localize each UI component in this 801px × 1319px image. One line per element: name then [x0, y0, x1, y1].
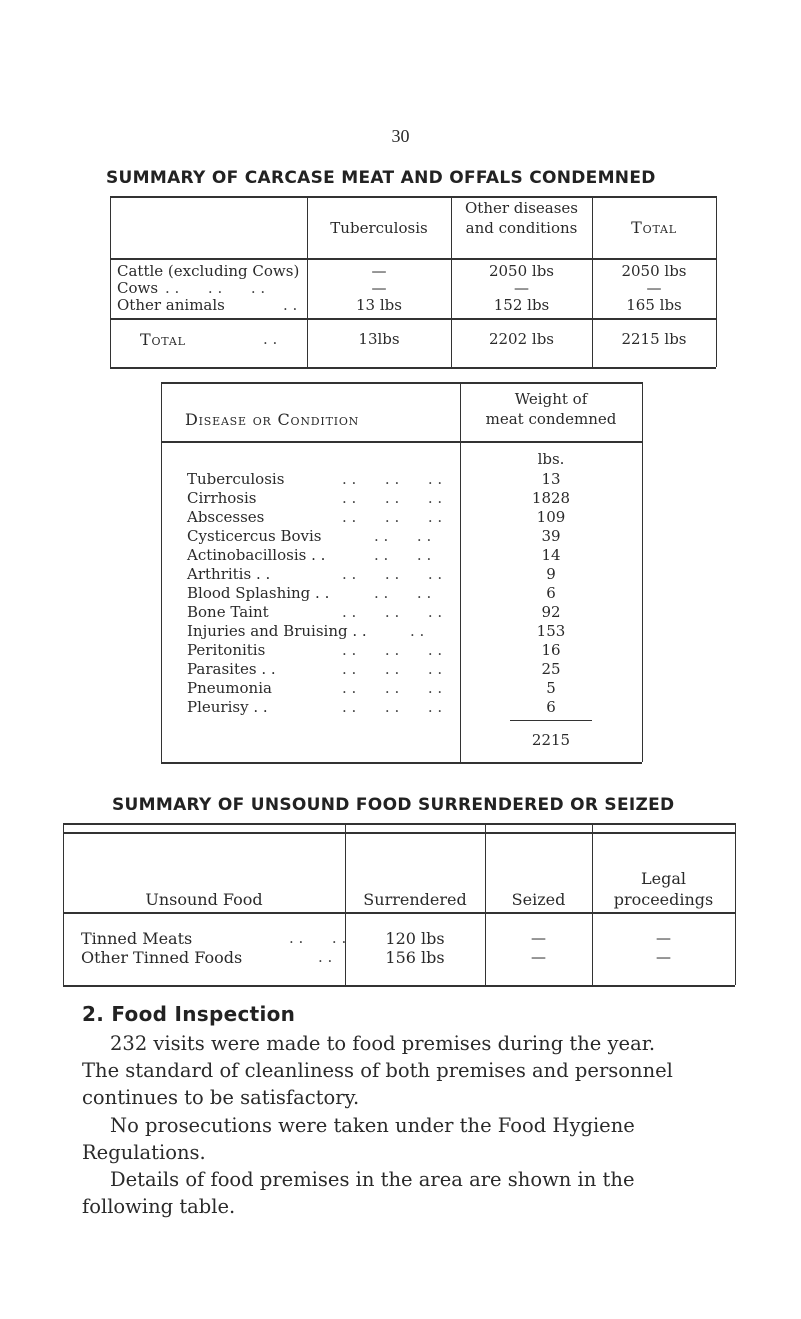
sum-rule — [510, 720, 592, 721]
unsound-food: Tinned Meats — [81, 929, 193, 948]
total-tb: 13lbs — [358, 330, 400, 348]
text-line: continues to be satisfactory. — [82, 1086, 360, 1109]
disease-dots: . . . . . . — [342, 603, 443, 621]
disease-value: 109 — [536, 508, 566, 526]
total-label: Total — [140, 330, 186, 349]
unsound-summary-title: SUMMARY OF UNSOUND FOOD SURRENDERED OR SEIZED — [112, 795, 675, 815]
text-line: Regulations. — [82, 1141, 206, 1164]
disease-name: Tuberculosis — [187, 470, 285, 488]
unsound-header-legal: Legal — [641, 869, 686, 888]
row-total: — — [646, 279, 662, 297]
disease-name: Blood Splashing . . — [187, 584, 330, 602]
disease-dots: . . . . . . — [342, 641, 443, 659]
row-total: 165 lbs — [626, 296, 682, 314]
unit-label: lbs. — [537, 450, 565, 468]
row-label: Other animals — [117, 296, 225, 314]
carcase-summary-title: SUMMARY OF CARCASE MEAT AND OFFALS CONDEMNED — [106, 168, 656, 188]
row-other: 152 lbs — [493, 296, 550, 314]
unsound-surrendered: 120 lbs — [385, 929, 445, 948]
unsound-surrendered: 156 lbs — [385, 948, 445, 967]
disease-header-right-1: Weight of — [514, 390, 588, 408]
total-dots: . . — [263, 330, 278, 348]
disease-value: 6 — [546, 584, 556, 602]
disease-dots: . . . . . . — [342, 470, 443, 488]
row-label: Cattle (excluding Cows) — [117, 262, 300, 280]
header-other-diseases: Other diseases — [465, 199, 578, 217]
disease-name: Peritonitis — [187, 641, 266, 659]
unsound-header-proceedings: proceedings — [613, 890, 714, 909]
disease-dots: . . . . . . — [342, 508, 443, 526]
disease-name: Arthritis . . — [187, 565, 271, 583]
unsound-header-food: Unsound Food — [145, 890, 263, 909]
disease-value: 6 — [546, 698, 556, 716]
unsound-header-seized: Seized — [511, 890, 566, 909]
disease-name: Bone Taint — [187, 603, 269, 621]
disease-value: 13 — [541, 470, 561, 488]
disease-name: Cirrhosis — [187, 489, 257, 507]
text-line: Details of food premises in the area are shown in the — [110, 1168, 635, 1191]
disease-value: 14 — [541, 546, 561, 564]
text-line: No prosecutions were taken under the Food Hygiene — [110, 1114, 635, 1137]
disease-value: 153 — [536, 622, 566, 640]
disease-name: Pneumonia — [187, 679, 272, 697]
disease-name: Injuries and Bruising . . — [187, 622, 367, 640]
disease-total: 2215 — [531, 731, 571, 749]
disease-dots: . . . . . . — [342, 660, 443, 678]
disease-value: 25 — [541, 660, 561, 678]
header-and-conditions: and conditions — [465, 219, 578, 237]
row-other: — — [514, 279, 529, 297]
disease-dots: . . . . — [374, 584, 432, 602]
disease-dots: . . — [410, 622, 425, 640]
inspection-paragraph-1 — [82, 1030, 772, 1111]
disease-dots: . . . . — [374, 527, 432, 545]
unsound-legal: — — [656, 948, 671, 966]
disease-name: Actinobacillosis . . — [187, 546, 326, 564]
unsound-seized: — — [531, 929, 546, 947]
disease-dots: . . . . . . — [342, 565, 443, 583]
disease-value: 16 — [541, 641, 561, 659]
unsound-seized: — — [531, 948, 546, 966]
disease-dots: . . . . . . — [342, 698, 443, 716]
disease-value: 1828 — [531, 489, 571, 507]
inspection-paragraph-2 — [82, 1112, 772, 1166]
disease-name: Cysticercus Bovis — [187, 527, 322, 545]
row-tb: — — [371, 279, 387, 297]
unsound-food: Other Tinned Foods — [81, 948, 243, 967]
disease-header-left: Disease or Condition — [185, 410, 360, 429]
row-dots: . . — [283, 296, 298, 314]
disease-name: Pleurisy . . — [187, 698, 268, 716]
unsound-legal: — — [656, 929, 671, 947]
row-tb: — — [371, 262, 387, 280]
row-dots: . . . . . . — [165, 279, 266, 297]
disease-value: 5 — [546, 679, 556, 697]
row-total: 2050 lbs — [621, 262, 687, 280]
header-tuberculosis: Tuberculosis — [330, 219, 428, 237]
disease-dots: . . . . — [374, 546, 432, 564]
disease-value: 9 — [546, 565, 556, 583]
section-heading: 2. Food Inspection — [82, 1002, 296, 1026]
page-number: 30 — [391, 126, 410, 146]
header-total: Total — [631, 218, 677, 237]
text-line: The standard of cleanliness of both premises and personnel — [82, 1059, 673, 1082]
row-tb: 13 lbs — [356, 296, 402, 314]
row-label: Cows — [117, 279, 159, 297]
disease-value: 92 — [541, 603, 561, 621]
disease-name: Parasites . . — [187, 660, 276, 678]
text-line: 232 visits were made to food premises during the year. — [110, 1032, 656, 1055]
text-line: following table. — [82, 1195, 236, 1218]
unsound-header-surrendered: Surrendered — [363, 890, 467, 909]
total-other: 2202 lbs — [488, 330, 555, 348]
unsound-dots: . . — [318, 948, 333, 966]
unsound-dots: . . . . — [289, 929, 347, 947]
disease-dots: . . . . . . — [342, 489, 443, 507]
disease-value: 39 — [541, 527, 561, 545]
inspection-paragraph-3 — [82, 1166, 772, 1220]
row-other: 2050 lbs — [488, 262, 555, 280]
disease-dots: . . . . . . — [342, 679, 443, 697]
total-total: 2215 lbs — [621, 330, 687, 348]
disease-header-right-2: meat condemned — [485, 410, 617, 428]
disease-name: Abscesses — [187, 508, 265, 526]
